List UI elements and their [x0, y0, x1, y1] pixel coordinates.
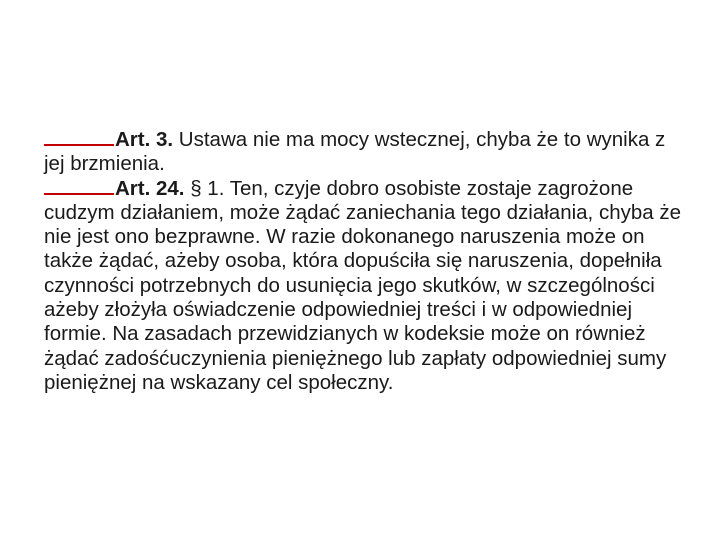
paragraph-art-24	[44, 177, 684, 396]
paragraph-indent-underline	[44, 128, 114, 146]
paragraph-indent-underline	[44, 177, 114, 195]
paragraph-text: Ustawa nie ma mocy wstecznej, chyba że to wynika z jej brzmienia.	[44, 128, 666, 176]
slide-text-body	[44, 128, 684, 395]
paragraph-text: § 1. Ten, czyje dobro osobiste zostaje zagrożone cudzym działaniem, może żądać zaniechania tego działania, chyba że nie jest ono bezprawne. W razie dokonanego naruszenia może on także żądać, ażeby osoba, która dopuściła się naruszenia, dopełniła czynności potrzebnych do usunięcia jego skutków, w szczególności ażeby złożyła oświadczenie odpowiedniej treści i w odpowiedniej formie. Na zasadach przewidzianych w kodeksie może on również żądać zadośćuczynienia pieniężnego lub zapłaty odpowiedniej sumy pieniężnej na wskazany cel społeczny.	[44, 176, 682, 394]
article-reference: Art. 24.	[115, 176, 185, 200]
article-reference: Art. 3.	[115, 128, 174, 151]
paragraph-art-3	[44, 128, 684, 177]
